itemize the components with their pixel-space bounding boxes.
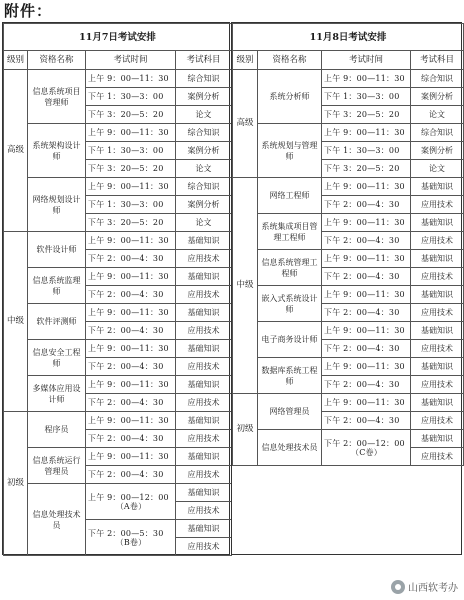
exam-subject-cell: 应用技术 <box>411 340 464 358</box>
exam-subject-cell: 案例分析 <box>176 196 232 214</box>
exam-time-cell <box>86 484 176 520</box>
exam-subject-cell: 应用技术 <box>176 430 232 448</box>
exam-time-cell: 上午 9：00—11：30 <box>86 268 176 286</box>
exam-time-cell: 上午 9：00—11：30 <box>322 178 411 196</box>
exam-subject-cell: 基础知识 <box>176 520 232 538</box>
exam-subject-cell: 案例分析 <box>411 88 464 106</box>
exam-subject-cell: 基础知识 <box>411 178 464 196</box>
day-header-row <box>4 24 232 51</box>
cert-name-cell: 网络管理员 <box>258 394 322 430</box>
nov8-schedule-table <box>231 22 462 555</box>
column-header: 级别 <box>4 51 28 70</box>
exam-time-cell: 下午 3：20—5：20 <box>86 214 176 232</box>
exam-time-cell: 上午 9：00—11：30 <box>86 412 176 430</box>
wechat-logo-icon <box>391 580 405 594</box>
exam-subject-cell: 基础知识 <box>176 484 232 502</box>
column-header: 资格名称 <box>28 51 86 70</box>
exam-subject-cell: 论文 <box>176 160 232 178</box>
exam-time-cell: 下午 2：00—4：30 <box>86 250 176 268</box>
exam-time-cell: 下午 2：00—4：30 <box>322 268 411 286</box>
level-cell: 中级 <box>233 178 258 394</box>
exam-time-cell: 下午 2：00—4：30 <box>322 376 411 394</box>
level-cell: 初级 <box>233 394 258 466</box>
exam-time-cell: 下午 2：00—4：30 <box>86 466 176 484</box>
cert-name-cell: 信息系统监理师 <box>28 268 86 304</box>
exam-subject-cell: 综合知识 <box>176 124 232 142</box>
table-row <box>4 178 232 196</box>
exam-time-cell: 下午 2：00—4：30 <box>322 304 411 322</box>
cert-name-cell: 系统规划与管理师 <box>258 124 322 178</box>
exam-subject-cell: 基础知识 <box>411 322 464 340</box>
cert-name-cell: 网络规划设计师 <box>28 178 86 232</box>
table-row <box>233 214 464 232</box>
exam-time-cell: 下午 2：00—4：30 <box>322 340 411 358</box>
exam-time-cell: 上午 9：00—11：30 <box>86 124 176 142</box>
cert-name-cell: 多媒体应用设计师 <box>28 376 86 412</box>
column-header: 考试时间 <box>322 51 411 70</box>
table-row <box>4 232 232 250</box>
exam-subject-cell: 基础知识 <box>176 232 232 250</box>
exam-subject-cell: 应用技术 <box>176 250 232 268</box>
exam-subject-cell: 应用技术 <box>411 448 464 466</box>
exam-time-cell: 下午 1：30—3：00 <box>86 88 176 106</box>
exam-subject-cell: 应用技术 <box>176 394 232 412</box>
exam-subject-cell: 应用技术 <box>411 268 464 286</box>
day-title: 11月7日考试安排 <box>4 24 232 51</box>
paper-note: （B卷） <box>115 537 147 547</box>
table-row <box>233 286 464 304</box>
column-header: 考试时间 <box>86 51 176 70</box>
table-row <box>233 124 464 142</box>
exam-subject-cell: 基础知识 <box>176 448 232 466</box>
exam-time-cell: 下午 3：20—5：20 <box>86 160 176 178</box>
table-row <box>233 70 464 88</box>
exam-time-cell: 上午 9：00—11：30 <box>86 232 176 250</box>
paper-note: （A卷） <box>115 501 147 511</box>
column-header-row <box>233 51 464 70</box>
table-row <box>233 322 464 340</box>
exam-time-cell <box>86 520 176 556</box>
exam-time-cell: 下午 1：30—3：00 <box>86 196 176 214</box>
exam-time-cell: 下午 1：30—3：00 <box>322 88 411 106</box>
table-row <box>4 70 232 88</box>
cert-name-cell: 信息系统运行管理员 <box>28 448 86 484</box>
exam-subject-cell: 应用技术 <box>176 286 232 304</box>
exam-subject-cell: 应用技术 <box>411 304 464 322</box>
exam-subject-cell: 应用技术 <box>176 322 232 340</box>
exam-time: 上午 9：00—12：00 <box>88 492 169 502</box>
table-row <box>4 376 232 394</box>
day-header-row <box>233 24 464 51</box>
exam-subject-cell: 基础知识 <box>411 358 464 376</box>
paper-note: （C卷） <box>351 447 382 457</box>
exam-subject-cell: 基础知识 <box>411 286 464 304</box>
exam-subject-cell: 应用技术 <box>411 412 464 430</box>
table-row <box>233 430 464 448</box>
exam-subject-cell: 案例分析 <box>176 88 232 106</box>
exam-subject-cell: 基础知识 <box>411 394 464 412</box>
exam-time-cell: 上午 9：00—11：30 <box>322 322 411 340</box>
column-header: 考试科目 <box>411 51 464 70</box>
exam-time-cell: 上午 9：00—11：30 <box>86 340 176 358</box>
exam-time-cell: 上午 9：00—11：30 <box>86 70 176 88</box>
exam-subject-cell: 基础知识 <box>411 214 464 232</box>
column-header: 级别 <box>233 51 258 70</box>
table-row <box>4 448 232 466</box>
column-header: 资格名称 <box>258 51 322 70</box>
exam-time-cell: 上午 9：00—11：30 <box>322 214 411 232</box>
table-row <box>233 358 464 376</box>
exam-time-cell: 上午 9：00—11：30 <box>322 124 411 142</box>
exam-subject-cell: 基础知识 <box>176 304 232 322</box>
exam-subject-cell: 基础知识 <box>176 340 232 358</box>
exam-time-cell: 下午 2：00—4：30 <box>86 286 176 304</box>
level-cell: 高级 <box>4 70 28 232</box>
nov7-schedule-table <box>2 22 230 555</box>
exam-subject-cell: 论文 <box>411 160 464 178</box>
cert-name-cell: 电子商务设计师 <box>258 322 322 358</box>
cert-name-cell: 信息系统管理工程师 <box>258 250 322 286</box>
exam-time-cell: 下午 1：30—3：00 <box>86 142 176 160</box>
cert-name-cell: 数据库系统工程师 <box>258 358 322 394</box>
exam-subject-cell: 应用技术 <box>411 376 464 394</box>
exam-subject-cell: 基础知识 <box>411 250 464 268</box>
exam-time-cell: 下午 2：00—4：30 <box>322 232 411 250</box>
exam-time-cell: 上午 9：00—11：30 <box>322 70 411 88</box>
exam-subject-cell: 基础知识 <box>176 376 232 394</box>
column-header: 考试科目 <box>176 51 232 70</box>
exam-time-cell: 下午 2：00—4：30 <box>86 430 176 448</box>
exam-time-cell: 下午 2：00—4：30 <box>86 394 176 412</box>
exam-time-cell <box>322 430 411 466</box>
exam-time-cell: 下午 2：00—4：30 <box>86 322 176 340</box>
exam-time-cell: 下午 3：20—5：20 <box>322 106 411 124</box>
exam-subject-cell: 论文 <box>411 106 464 124</box>
exam-time-cell: 上午 9：00—11：30 <box>86 178 176 196</box>
exam-subject-cell: 应用技术 <box>176 502 232 520</box>
cert-name-cell: 软件设计师 <box>28 232 86 268</box>
exam-subject-cell: 应用技术 <box>176 538 232 556</box>
exam-time-cell: 上午 9：00—11：30 <box>322 358 411 376</box>
watermark <box>391 579 458 594</box>
exam-subject-cell: 基础知识 <box>176 412 232 430</box>
level-cell: 高级 <box>233 70 258 178</box>
exam-subject-cell: 综合知识 <box>176 178 232 196</box>
exam-subject-cell: 应用技术 <box>176 358 232 376</box>
table-row <box>4 268 232 286</box>
exam-time-cell: 上午 9：00—11：30 <box>86 448 176 466</box>
table-row <box>4 124 232 142</box>
cert-name-cell: 信息处理技术员 <box>28 484 86 556</box>
exam-subject-cell: 综合知识 <box>176 70 232 88</box>
exam-time-cell: 下午 1：30—3：00 <box>322 142 411 160</box>
cert-name-cell: 系统架构设计师 <box>28 124 86 178</box>
exam-subject-cell: 应用技术 <box>411 232 464 250</box>
document-title: 附件： <box>4 2 53 20</box>
table-row <box>233 178 464 196</box>
exam-subject-cell: 案例分析 <box>176 142 232 160</box>
table-row <box>233 250 464 268</box>
exam-subject-cell: 应用技术 <box>411 196 464 214</box>
exam-time-cell: 下午 2：00—4：30 <box>322 412 411 430</box>
table-row <box>4 304 232 322</box>
table-row <box>4 484 232 502</box>
cert-name-cell: 程序员 <box>28 412 86 448</box>
cert-name-cell: 软件评测师 <box>28 304 86 340</box>
exam-time-cell: 上午 9：00—11：30 <box>322 394 411 412</box>
cert-name-cell: 系统集成项目管理工程师 <box>258 214 322 250</box>
exam-time-cell: 下午 3：20—5：20 <box>86 106 176 124</box>
exam-time-cell: 下午 2：00—4：30 <box>322 196 411 214</box>
exam-subject-cell: 案例分析 <box>411 142 464 160</box>
level-cell: 初级 <box>4 412 28 556</box>
table-row <box>233 394 464 412</box>
cert-name-cell: 嵌入式系统设计师 <box>258 286 322 322</box>
cert-name-cell: 信息安全工程师 <box>28 340 86 376</box>
exam-subject-cell: 综合知识 <box>411 124 464 142</box>
exam-subject-cell: 综合知识 <box>411 70 464 88</box>
exam-time-cell: 上午 9：00—11：30 <box>322 286 411 304</box>
exam-subject-cell: 论文 <box>176 106 232 124</box>
exam-time-cell: 上午 9：00—11：30 <box>86 376 176 394</box>
column-header-row <box>4 51 232 70</box>
exam-time-cell: 下午 3：20—5：20 <box>322 160 411 178</box>
exam-subject-cell: 基础知识 <box>176 268 232 286</box>
cert-name-cell: 信息处理技术员 <box>258 430 322 466</box>
table-row <box>4 412 232 430</box>
exam-subject-cell: 应用技术 <box>176 466 232 484</box>
cert-name-cell: 系统分析师 <box>258 70 322 124</box>
watermark-text: 山西软考办 <box>408 583 458 594</box>
cert-name-cell: 网络工程师 <box>258 178 322 214</box>
exam-subject-cell: 论文 <box>176 214 232 232</box>
exam-time: 下午 2：00—5：30 <box>88 528 164 538</box>
exam-time-cell: 下午 2：00—4：30 <box>86 358 176 376</box>
cert-name-cell: 信息系统项目管理师 <box>28 70 86 124</box>
exam-subject-cell: 基础知识 <box>411 430 464 448</box>
exam-time-cell: 上午 9：00—11：30 <box>322 250 411 268</box>
table-row <box>4 340 232 358</box>
day-title: 11月8日考试安排 <box>233 24 464 51</box>
exam-time-cell: 上午 9：00—11：30 <box>86 304 176 322</box>
level-cell: 中级 <box>4 232 28 412</box>
exam-time: 下午 2：00—12：00 <box>324 438 405 448</box>
